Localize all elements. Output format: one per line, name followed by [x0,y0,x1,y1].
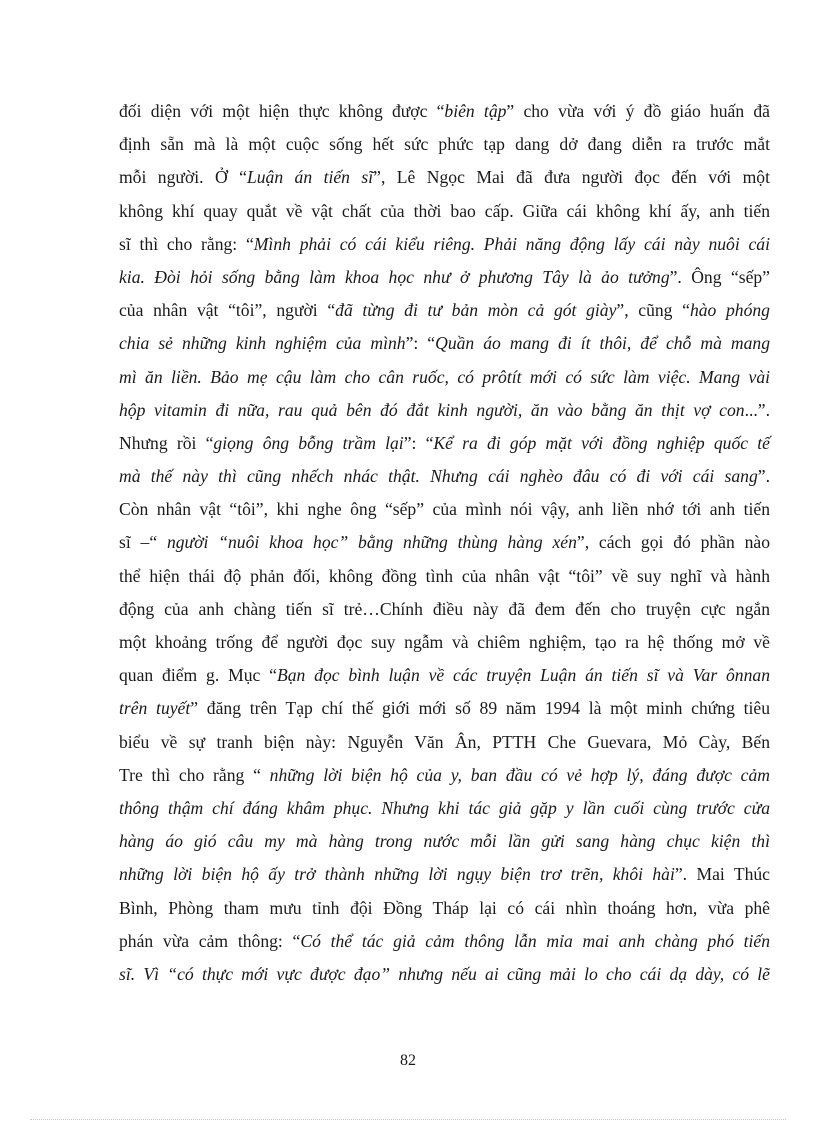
text-line [119,394,770,427]
text-line [119,759,770,792]
italic-text-run: những lời biện hộ của y, ban đầu có vẻ hợp lý, đáng được cảm [269,764,770,785]
text-run: động của anh chàng tiến sĩ trẻ…Chính điều này đã đem đến cho truyện cực ngắn [119,598,770,619]
italic-text-run: sĩ. Vì “có thực mới vực được đạo” nhưng nếu ai cũng mải lo cho cái dạ dày, có lẽ [119,963,770,984]
italic-text-run: chia sẻ những kinh nghiệm của mình [119,333,406,354]
italic-text-run: biên tập [444,101,507,121]
text-line [119,361,770,394]
italic-text-run: Mình phải có cái kiểu riêng. Phải năng động lấy cái này nuôi cái [253,233,770,254]
italic-text-run: đã từng đi tư bản mòn cả gót giày [335,300,617,321]
text-line [119,195,770,228]
italic-text-run: mà thế này thì cũng nhếch nhác thật. Nhưng cái nghèo đâu có đi với cái sang [119,466,758,487]
italic-text-run: hàng áo gió câu my mà hàng trong nước mỗi lần gửi sang hàng chục kiện thì [119,831,770,852]
text-line [119,128,770,161]
text-run: phán vừa cảm thông: “ [119,930,301,951]
text-line [119,659,770,692]
text-line [119,327,770,360]
italic-text-run: Luận án tiến sĩ [246,167,374,188]
text-run: một khoảng trống để người đọc suy ngẫm và chiêm nghiệm, tạo ra hệ thống mở về [119,632,770,652]
text-line [119,692,770,725]
text-line [119,560,770,593]
text-run: ”. Mai Thúc [674,864,770,885]
text-run: ”, Lê Ngọc Mai đã đưa người đọc đến với một [373,167,770,188]
body-paragraph [119,95,770,991]
text-line [119,858,770,891]
text-run: sĩ thì cho rằng: “ [119,233,254,254]
text-run: không khí quay quắt về vật chất của thời bao cấp. Giữa cái không khí ấy, anh tiến [119,200,770,221]
text-line [119,526,770,559]
text-run: định sẵn mà là một cuộc sống hết sức phức tạp dang dở đang diễn ra trước mắt [119,134,770,155]
italic-text-run: người “nuôi khoa học” bằng những thùng hàng xén [166,532,577,553]
italic-text-run: kia. Đòi hỏi sống bằng làm khoa học như ở phương Tây là ảo tưởng [119,266,670,287]
text-line [119,593,770,626]
text-run: ”. Ông “sếp” [669,266,770,287]
text-run: của nhân vật “tôi”, người “ [119,300,336,321]
text-run: sĩ –“ [119,532,167,553]
italic-text-run: Kể ra đi góp mặt với đồng nghiệp quốc tế [433,432,770,453]
italic-text-run: Bạn đọc bình luận về các truyện Luận án tiến sĩ và Var ônnan [276,665,770,686]
text-run: ”: “ [405,333,436,354]
text-line [119,493,770,526]
text-line [119,892,770,925]
text-line [119,726,770,759]
italic-text-run: Quần áo mang đi ít thôi, để chỗ mà mang [435,333,771,354]
text-run: ”. [757,466,770,487]
text-line [119,958,770,991]
italic-text-run: mì ăn liền. Bảo mẹ cậu làm cho cân ruốc, có prôtít mới có sức làm việc. Mang vài [119,366,770,387]
italic-text-run: những lời biện hộ ấy trở thành những lời ngụy biện trơ trẽn, khôi hài [119,864,675,885]
text-line [119,294,770,327]
text-run: mỗi người. Ở “ [119,167,247,188]
italic-text-run: trên tuyết [119,698,191,719]
italic-text-run: hộp vitamin đi nữa, rau quả bên đó đắt kinh người, ăn vào bằng ăn thịt vợ con [119,399,745,420]
text-line [119,626,770,659]
text-run: Tre thì cho rằng “ [119,764,270,785]
italic-text-run: Có thể tác giả cảm thông lẫn mỉa mai anh chàng phó tiến [300,930,770,951]
text-line [119,925,770,958]
text-line [119,825,770,858]
text-line [119,161,770,194]
italic-text-run: hào phóng [689,300,770,321]
text-run: Nhưng rồi “ [119,432,214,453]
text-line [119,261,770,294]
text-line [119,95,770,128]
text-line [119,460,770,493]
text-run: ...”. [744,399,770,420]
text-run: Còn nhân vật “tôi”, khi nghe ông “sếp” của mình nói vậy, anh liền nhớ tới anh tiến [119,499,770,520]
text-run: ”: “ [403,432,434,453]
text-run: ”, cũng “ [616,300,690,321]
page-bottom-divider [30,1119,786,1120]
text-run: thể hiện thái độ phản đối, không đồng tình của nhân vật “tôi” về suy nghĩ và hành [119,565,770,586]
text-line [119,228,770,261]
page-number: 82 [400,1052,416,1069]
italic-text-run: giọng ông bỗng trầm lại [213,432,404,453]
text-run: ” đăng trên Tạp chí thế giới mới số 89 năm 1994 là một minh chứng tiêu [190,698,770,719]
text-run: đối diện với một hiện thực không được “ [119,101,445,121]
text-line [119,792,770,825]
italic-text-run: thông thậm chí đáng khâm phục. Nhưng khi tác giả gặp y lần cuối cùng trước cửa [119,797,770,818]
text-run: biểu về sự tranh biện này: Nguyễn Văn Ân, PTTH Che Guevara, Mỏ Cày, Bến [119,731,770,752]
text-run: quan điểm g. Mục “ [119,665,277,686]
text-line [119,427,770,460]
text-run: ” cho vừa với ý đồ giáo huấn đã [506,101,770,121]
text-run: ”, cách gọi đó phần nào [576,532,770,553]
text-run: Bình, Phòng tham mưu tỉnh đội Đồng Tháp lại có cái nhìn thoáng hơn, vừa phê [119,897,770,918]
